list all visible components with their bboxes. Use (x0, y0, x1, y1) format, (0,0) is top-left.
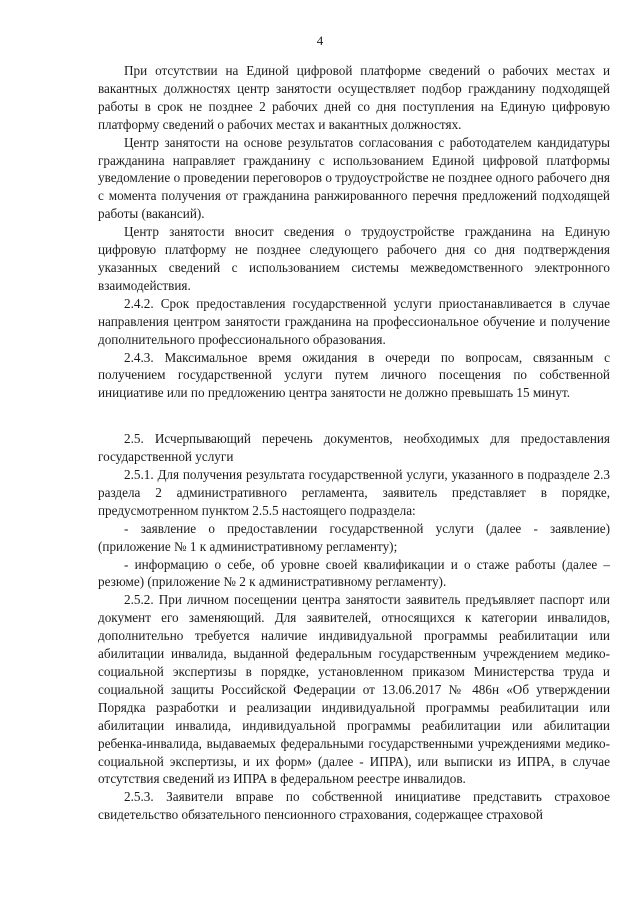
section-heading-2-5: 2.5. Исчерпывающий перечень документов, необходимых для предоставления государственной услуги (98, 431, 610, 465)
paragraph-employment-info: Центр занятости вносит сведения о трудоустройстве гражданина на Единую цифровую платформу не позднее следующего рабочего дня со дня подтверждения указанных сведений с использованием системы межведомственного электронного взаимодействия. (98, 224, 610, 293)
list-item-resume: - информацию о себе, об уровне своей квалификации и о стаже работы (далее – резюме) (приложение № 2 к административному регламенту). (98, 556, 610, 590)
paragraph-2-5-3: 2.5.3. Заявители вправе по собственной инициативе представить страховое свидетельство обязательного пенсионного страхования, содержащее страховой (98, 789, 610, 823)
paragraph-2-4-2: 2.4.2. Срок предоставления государственной услуги приостанавливается в случае направления центром занятости гражданина на профессиональное обучение и получение дополнительного профессионального образования. (98, 295, 610, 347)
paragraph-no-vacancies: При отсутствии на Единой цифровой платформе сведений о рабочих местах и вакантных должностях центр занятости осуществляет подбор гражданину подходящей работы в срок не позднее 2 рабочих дней со дня поступления на Единую цифровую платформу сведений о рабочих местах и вакантных должностях. (98, 63, 610, 132)
page-number: 4 (316, 33, 324, 48)
document-body (98, 62, 610, 824)
paragraph-2-4-3: 2.4.3. Максимальное время ожидания в очереди по вопросам, связанным с получением государственной услуги путем личного посещения по собственной инициативе или по предложению центра занятости не должно превышать 15 минут. (98, 349, 610, 401)
list-item-application: - заявление о предоставлении государственной услуги (далее - заявление) (приложение № 1 к административному регламенту); (98, 520, 610, 554)
paragraph-2-5-1: 2.5.1. Для получения результата государственной услуги, указанного в подразделе 2.3 раздела 2 административного регламента, заявитель представляет в порядке, предусмотренном пунктом 2.5.5 настоящего подраздела: (98, 467, 610, 518)
paragraph-2-5-2: 2.5.2. При личном посещении центра занятости заявитель предъявляет паспорт или документ его заменяющий. Для заявителей, относящихся к категории инвалидов, дополнительно требуется наличие индивидуальной программы реабилитации или абилитации инвалида, выданной федеральным государственным учреждением медико-социальной экспертизы в порядке, установленном приказом Министерства труда и социальной защиты Российской Федерации от 13.06.2017 № 486н «Об утверждении Порядка разработки и реализации индивидуальной программы реабилитации или абилитации инвалида, индивидуальной программы реабилитации или абилитации ребенка-инвалида, выдаваемых федеральными государственными учреждениями медико-социальной экспертизы, и их форм» (далее - ИПРА), или выписки из ИПРА, в случае отсутствия сведений из ИПРА в федеральном реестре инвалидов. (98, 592, 610, 787)
paragraph-negotiation-notice: Центр занятости на основе результатов согласования с работодателем кандидатуры гражданина направляет гражданину с использованием Единой цифровой платформы уведомление о проведении переговоров о трудоустройстве не позднее одного рабочего дня с момента получения от гражданина ранжированного перечня предложений подходящей работы (вакансий). (98, 134, 610, 222)
